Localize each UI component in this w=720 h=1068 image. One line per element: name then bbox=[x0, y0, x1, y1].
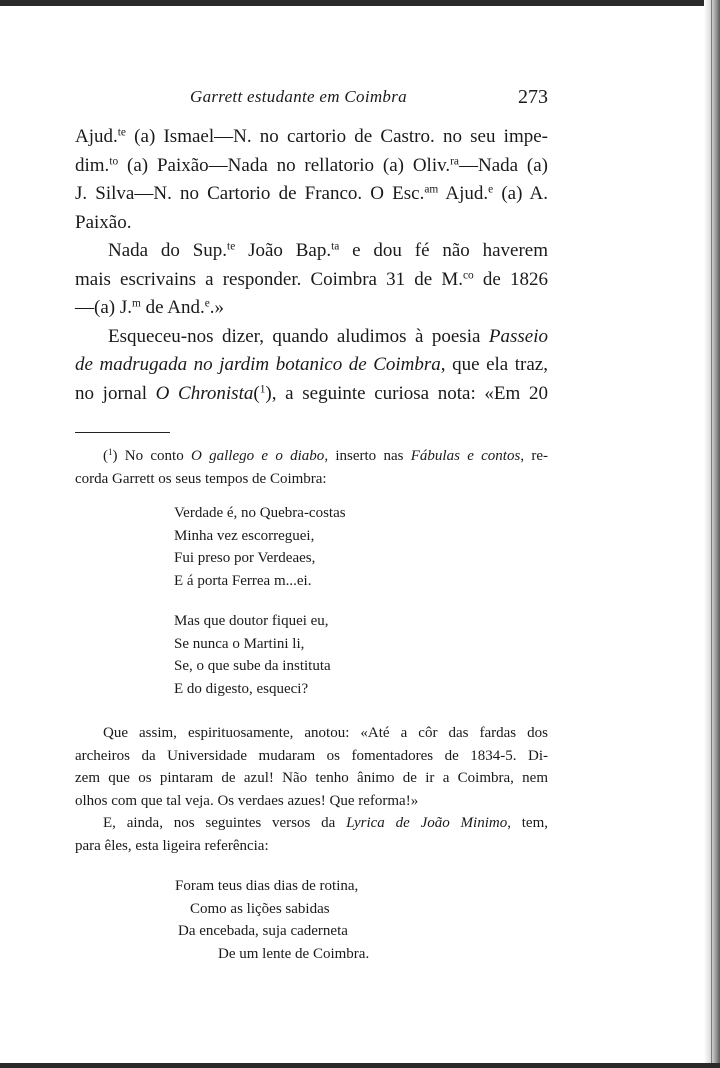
footnote-line: zem que os pintaram de azul! Não tenho ânimo de ir a Coimbra, nem bbox=[75, 770, 548, 786]
verse-line: Se, o que sube da instituta bbox=[174, 658, 331, 674]
body-line: J. Silva—N. no Cartorio de Franco. O Esc.$^{am}$ Ajud.$^e$ (a) A. bbox=[75, 183, 549, 204]
verse-line: Da encebada, suja caderneta bbox=[178, 923, 348, 939]
top-scan-border bbox=[0, 0, 720, 6]
body-line: mais escrivains a responder. Coimbra 31 de M.$^{co}$ de 1826 bbox=[75, 268, 548, 290]
body-line: no jornal O Chronista($^1$), a seguinte curiosa nota: «Em 20 bbox=[75, 382, 548, 404]
right-page-edge bbox=[704, 0, 720, 1068]
verse-line: Mas que doutor fiquei eu, bbox=[174, 613, 329, 629]
footnote-line: olhos com que tal veja. Os verdaes azues! Que reforma!» bbox=[75, 792, 419, 809]
verse-line: E do digesto, esqueci? bbox=[174, 680, 309, 697]
verse-line: E á porta Ferrea m...ei. bbox=[174, 572, 312, 589]
verse-block-2 bbox=[75, 875, 548, 965]
book-page bbox=[75, 82, 548, 965]
footnote-line: ($^1$) No conto O gallego e o diabo, inserto nas Fábulas e contos, re- bbox=[103, 447, 548, 464]
verse-line: Fui preso por Verdeaes, bbox=[174, 550, 316, 566]
verse-line: Foram teus dias dias de rotina, bbox=[175, 878, 359, 894]
main-text bbox=[75, 123, 548, 408]
page-number: 273 bbox=[518, 86, 548, 108]
footnote bbox=[75, 445, 548, 965]
body-line: Esqueceu-nos dizer, quando aludimos à poesia Passeio bbox=[108, 325, 548, 347]
footnote-line: para êles, esta ligeira referência: bbox=[75, 837, 269, 854]
body-line: —(a) J.$^m$ de And.$^e$.» bbox=[75, 297, 225, 318]
body-line: de madrugada no jardim botanico de Coimbra, que ela traz, bbox=[75, 354, 548, 375]
footnote-continuation bbox=[75, 722, 548, 857]
stanza-gap bbox=[174, 592, 548, 610]
footnote-line: corda Garrett os seus tempos de Coimbra: bbox=[75, 470, 327, 487]
body-line: Paixão. bbox=[75, 211, 132, 233]
running-title: Garrett estudante em Coimbra bbox=[190, 87, 407, 106]
footnote-line: archeiros da Universidade mudaram os fomentadores de 1834-5. Di- bbox=[75, 747, 548, 764]
footnote-line: E, ainda, nos seguintes versos da Lyrica de João Minimo, tem, bbox=[103, 815, 548, 831]
bottom-scan-border bbox=[0, 1063, 720, 1068]
verse-line: De um lente de Coimbra. bbox=[218, 945, 370, 962]
body-line: Nada do Sup.$^{te}$ João Bap.$^{ta}$ e dou fé não haverem bbox=[108, 240, 548, 261]
body-line: Ajud.$^{te}$ (a) Ismael—N. no cartorio de Castro. no seu impe- bbox=[75, 126, 548, 147]
right-edge-line bbox=[711, 0, 712, 1068]
verse-line: Verdade é, no Quebra-costas bbox=[174, 505, 346, 521]
body-line: dim.$^{to}$ (a) Paixão—Nada no rellatorio (a) Oliv.$^{ra}$—Nada (a) bbox=[75, 154, 548, 176]
verse-line: Se nunca o Martini li, bbox=[174, 635, 305, 652]
footnote-rule bbox=[75, 432, 170, 433]
verse-line: Minha vez escorreguei, bbox=[174, 527, 315, 544]
verse-block bbox=[75, 502, 548, 700]
footnote-line: Que assim, espirituosamente, anotou: «Até a côr das fardas dos bbox=[103, 725, 548, 741]
verse-line: Como as lições sabidas bbox=[190, 900, 330, 917]
running-header bbox=[75, 82, 548, 116]
